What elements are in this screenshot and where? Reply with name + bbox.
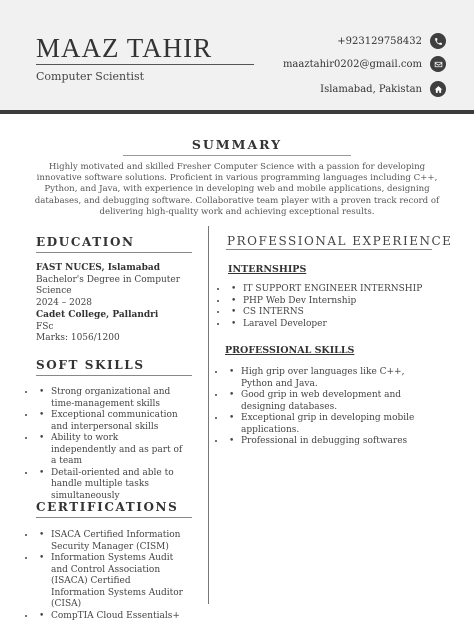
name-underline — [36, 64, 254, 65]
candidate-name: MAAZ TAHIR — [36, 33, 213, 63]
candidate-role: Computer Scientist — [36, 70, 145, 83]
home-icon — [430, 81, 446, 97]
list-item: • • Information Systems Audit and Control Association (ISACA) Certified Information Systems Auditor (CISA) — [36, 553, 186, 611]
professional-skills-heading: PROFESSIONAL SKILLS — [225, 345, 355, 356]
phone-icon — [430, 33, 446, 49]
list-item: • • High grip over languages like C++, Python and Java. — [226, 367, 430, 390]
degree-marks: Marks: 1056/1200 — [36, 333, 120, 343]
summary-heading: SUMMARY — [191, 137, 283, 152]
list-item: • • Good grip in web development and designing databases. — [226, 390, 430, 413]
summary-paragraph: Highly motivated and skilled Fresher Computer Science with a passion for developing innovative software solutions. Proficient in various programming languages including C++, Python, and Java, with experience in developing web and mobile applications, designing databases, and debugging software. Collaborative team player with a proven track record of delivering high-quality work and achieving exceptional results. — [34, 162, 440, 217]
soft-skills-list — [36, 387, 186, 502]
location-text: Islamabad, Pakistan — [320, 83, 422, 95]
header-divider — [0, 110, 474, 114]
certifications-list — [36, 530, 186, 622]
list-item: • • IT SUPPORT ENGINEER INTERNSHIP — [228, 284, 438, 296]
list-item: • • Exceptional grip in developing mobile applications. — [226, 413, 430, 436]
degree-years: 2024 – 2028 — [36, 297, 93, 308]
internships-list — [228, 284, 438, 330]
certifications-underline — [36, 517, 192, 518]
education-underline — [36, 252, 192, 253]
column-divider — [208, 226, 209, 604]
contact-location — [320, 81, 446, 97]
list-item: • • Ability to work independently and as part of a team — [36, 433, 186, 468]
school-name: Cadet College, Pallandri — [36, 310, 159, 320]
certifications-heading: CERTIFICATIONS — [36, 500, 179, 514]
experience-heading: PROFESSIONAL EXPERIENCE — [227, 234, 453, 248]
mail-icon — [430, 56, 446, 72]
list-item: • • CompTIA Cloud Essentials+ — [36, 611, 186, 623]
soft-skills-heading: SOFT SKILLS — [36, 358, 145, 372]
list-item: • • Laravel Developer — [228, 319, 438, 331]
education-entry — [36, 263, 204, 309]
list-item: • • PHP Web Dev Internship — [228, 296, 438, 308]
contact-phone — [337, 33, 446, 49]
education-entry — [36, 310, 204, 345]
internships-heading: INTERNSHIPS — [228, 264, 307, 275]
list-item: • • CS INTERNS — [228, 307, 438, 319]
list-item: • • Professional in debugging softwares — [226, 436, 430, 448]
summary-underline — [123, 155, 351, 156]
contact-email — [283, 56, 446, 72]
list-item: • • Detail-oriented and able to handle multiple tasks simultaneously — [36, 468, 186, 503]
email-text: maaztahir0202@gmail.com — [282, 58, 422, 70]
school-name: FAST NUCES, Islamabad — [36, 263, 161, 273]
professional-skills-list — [226, 367, 430, 448]
soft-skills-underline — [36, 375, 192, 376]
experience-underline — [226, 249, 432, 250]
list-item: • • Strong organizational and time-management skills — [36, 387, 186, 410]
list-item: • • Exceptional communication and interpersonal skills — [36, 410, 186, 433]
phone-text: +923129758432 — [337, 35, 422, 47]
degree-line: Bachelor's Degree in Computer Science — [36, 274, 180, 296]
education-heading: EDUCATION — [36, 235, 135, 249]
degree-line: FSc — [36, 321, 54, 332]
list-item: • • ISACA Certified Information Security Manager (CISM) — [36, 530, 186, 553]
